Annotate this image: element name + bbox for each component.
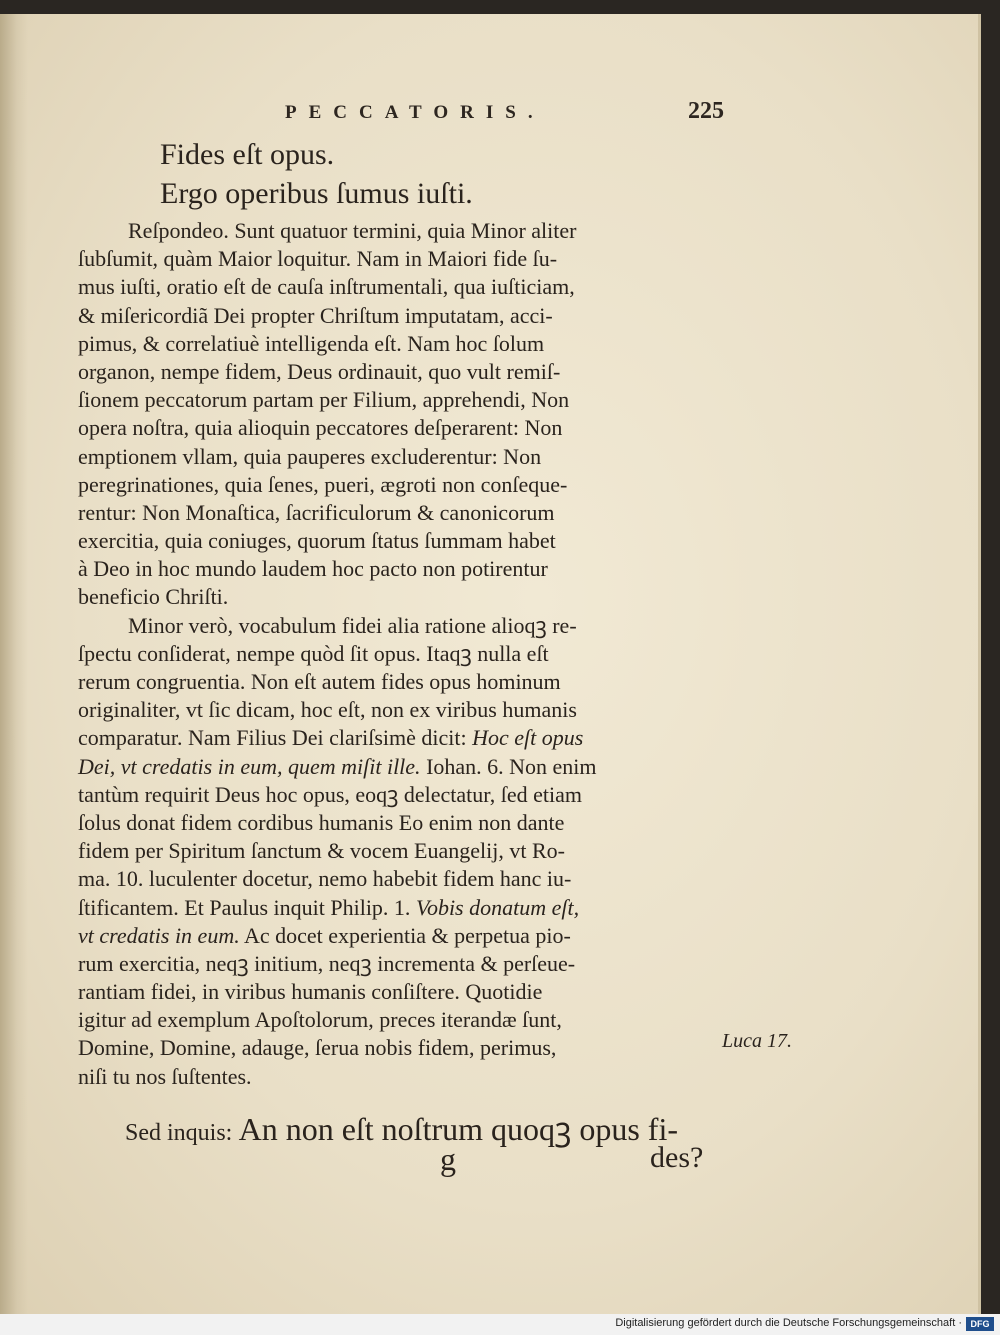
text-line: rerum congruentia. Non eſt autem fides opus hominum (78, 669, 561, 694)
signature-mark: g (440, 1141, 456, 1177)
catchword: des? (650, 1141, 704, 1174)
text-line (78, 894, 728, 922)
text-line: Domine, Domine, adauge, ſerua nobis fidem, perimus, (78, 1035, 557, 1061)
dfg-logo-icon: DFG (966, 1317, 994, 1331)
marginal-note: Luca 17. (722, 1030, 792, 1052)
digitization-footer (0, 1314, 1000, 1335)
heading-conclusion: Ergo operibus ſumus iuſti. (160, 177, 473, 210)
footer-credit: Digitalisierung gefördert durch die Deutsche Forschungsgemeinschaft · (615, 1317, 962, 1329)
text-line: à Deo in hoc mundo laudem hoc pacto non potirentur (78, 556, 548, 582)
running-head: PECCATORIS. (285, 102, 545, 123)
text-line: & miſericordiã Dei propter Chriſtum imputatam, acci- (78, 302, 553, 328)
italic-quote: vt credatis in eum. (78, 922, 240, 948)
text-segment: Iohan. 6. Non enim (420, 753, 597, 779)
text-line: rantiam fidei, in viribus humanis conſiſtere. Quotidie (78, 979, 543, 1005)
text-line: ſpectu conſiderat, nempe quòd ſit opus. Itaqꝫ nulla eſt (78, 640, 549, 666)
text-segment: Ac docet experientia & perpetua pio- (239, 922, 571, 948)
text-line: ſionem peccatorum partam per Filium, apprehendi, Non (78, 387, 570, 413)
closing-question (125, 1107, 678, 1150)
text-line: ſolus donat fidem cordibus humanis Eo enim non dante (78, 809, 565, 835)
italic-quote: Dei, vt credatis in eum, quem miſit ille. (78, 753, 421, 779)
text-line: organon, nempe fidem, Deus ordinauit, quo vult remiſ- (78, 358, 561, 384)
text-line: pimus, & correlatiuè intelligenda eſt. Nam hoc ſolum (78, 330, 545, 356)
text-line: igitur ad exemplum Apoſtolorum, preces iterandæ ſunt, (78, 1007, 562, 1033)
text-segment: ſtificantem. Et Paulus inquit Philip. 1. (78, 894, 416, 920)
text-line: exercitia, quia coniuges, quorum ſtatus ſummam habet (78, 528, 556, 554)
text-line: peregrinationes, quia ſenes, pueri, ægroti non conſeque- (78, 471, 568, 497)
italic-quote: Hoc eſt opus (472, 725, 584, 751)
text-line: ſubſumit, quàm Maior loquitur. Nam in Maiori fide ſu- (78, 246, 558, 272)
text-line: Minor verò, vocabulum fidei alia ratione alioqꝫ re- (128, 612, 577, 638)
text-line (78, 724, 728, 752)
text-line: Reſpondeo. Sunt quatuor termini, quia Minor aliter (128, 218, 577, 243)
book-page (0, 14, 981, 1314)
text-line: beneficio Chriſti. (78, 584, 229, 610)
body-text (78, 217, 728, 1091)
spine-shadow (0, 14, 28, 1314)
closing-question-lead: Sed inquis: (125, 1120, 233, 1146)
text-line (78, 922, 728, 950)
text-line: rentur: Non Monaſtica, ſacrificulorum & canonicorum (78, 499, 555, 525)
text-line: tantùm requirit Deus hoc opus, eoqꝫ delectatur, ſed etiam (78, 781, 582, 807)
closing-question-text: An non eſt noſtrum quoqꝫ opus fi- (232, 1111, 679, 1147)
text-line: originaliter, vt ſic dicam, hoc eſt, non ex viribus humanis (78, 697, 577, 723)
text-line: ma. 10. luculenter docetur, nemo habebit fidem hanc iu- (78, 866, 572, 892)
text-segment: comparatur. Nam Filius Dei clariſsimè dicit: (78, 725, 473, 751)
text-line: rum exercitia, neqꝫ initium, neqꝫ incrementa & perſeue- (78, 950, 576, 976)
text-line: niſi tu nos ſuſtentes. (78, 1063, 252, 1089)
text-line: mus iuſti, oratio eſt de cauſa inſtrumentali, qua iuſticiam, (78, 274, 575, 300)
italic-quote: Vobis donatum eſt, (415, 894, 580, 920)
text-line: opera noſtra, quia alioquin peccatores deſperarent: Non (78, 415, 563, 441)
page-number: 225 (688, 98, 724, 124)
text-line: fidem per Spiritum ſanctum & vocem Euangelij, vt Ro- (78, 838, 565, 864)
heading-major-premise: Fides eſt opus. (160, 138, 335, 171)
text-line (78, 753, 728, 781)
text-line: emptionem vllam, quia pauperes excluderentur: Non (78, 443, 542, 469)
